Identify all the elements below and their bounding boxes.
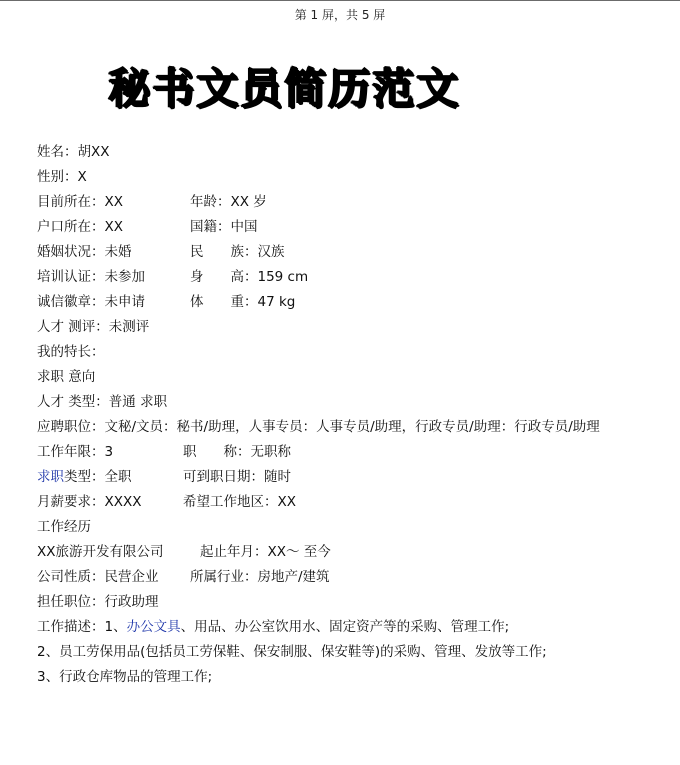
integrity-field: 诚信徽章：未申请 [37,294,145,310]
name-line: 姓名：胡XX [37,144,110,160]
jobtype-field: 类型：全职 [64,469,132,485]
gender-line: 性别：X [37,169,87,185]
positions-line: 应聘职位：文秘/文员：秘书/助理，人事专员：人事专员/助理，行政专员/助理：行政专员/助理 [37,419,600,435]
resume-body [37,140,667,690]
office-supplies-link[interactable]: 办公文具 [126,619,181,635]
title-field: 职 称：无职称 [183,444,291,460]
role-line: 担任职位：行政助理 [37,594,159,610]
nationality-field: 国籍：中国 [190,219,258,235]
document-title: 秘书文员简历范文 [108,64,461,113]
years-field: 工作年限：3 [37,444,114,460]
top-border [0,0,680,1]
company-field: XX旅游开发有限公司 [37,544,164,560]
training-field: 培训认证：未参加 [37,269,145,285]
job-search-link[interactable]: 求职 [37,469,64,485]
start-date-field: 可到职日期：随时 [183,469,291,485]
industry-field: 所属行业：房地产/建筑 [190,569,330,585]
page-indicator: 第 1 屏，共 5 屏 [294,8,386,22]
desc-prefix: 工作描述：1、 [37,619,127,635]
talent-eval-line: 人才 测评：未测评 [37,319,150,335]
nature-line [37,565,667,590]
specialty-line: 我的特长： [37,344,105,360]
marital-field: 婚姻状况：未婚 [37,244,132,260]
location-field: 目前所在：XX [37,194,123,210]
age-field: 年龄：XX 岁 [190,194,267,210]
jobtype-line [37,465,667,490]
region-field: 希望工作地区：XX [183,494,296,510]
talent-type-line: 人才 类型：普通 求职 [37,394,168,410]
desc-rest: 、用品、办公室饮用水、固定资产等的采购、管理工作; [180,619,510,635]
company-line [37,540,667,565]
experience-heading: 工作经历 [37,519,91,535]
hukou-line [37,215,667,240]
location-line [37,190,667,215]
integrity-line [37,290,667,315]
training-line [37,265,667,290]
ethnicity-field: 民 族：汉族 [190,244,285,260]
years-line [37,440,667,465]
description-line-2: 2、员工劳保用品(包括员工劳保鞋、保安制服、保安鞋等)的采购、管理、发放等工作; [37,644,547,660]
height-field: 身 高：159 cm [190,269,309,285]
salary-field: 月薪要求：XXXX [37,494,142,510]
description-line-3: 3、行政仓库物品的管理工作; [37,669,213,685]
job-intent-heading: 求职 意向 [37,369,96,385]
salary-line [37,490,667,515]
weight-field: 体 重：47 kg [190,294,296,310]
period-field: 起止年月：XX～ 至今 [200,544,331,560]
marital-line [37,240,667,265]
hukou-field: 户口所在：XX [37,219,123,235]
description-line-1 [37,615,667,640]
nature-field: 公司性质：民营企业 [37,569,159,585]
